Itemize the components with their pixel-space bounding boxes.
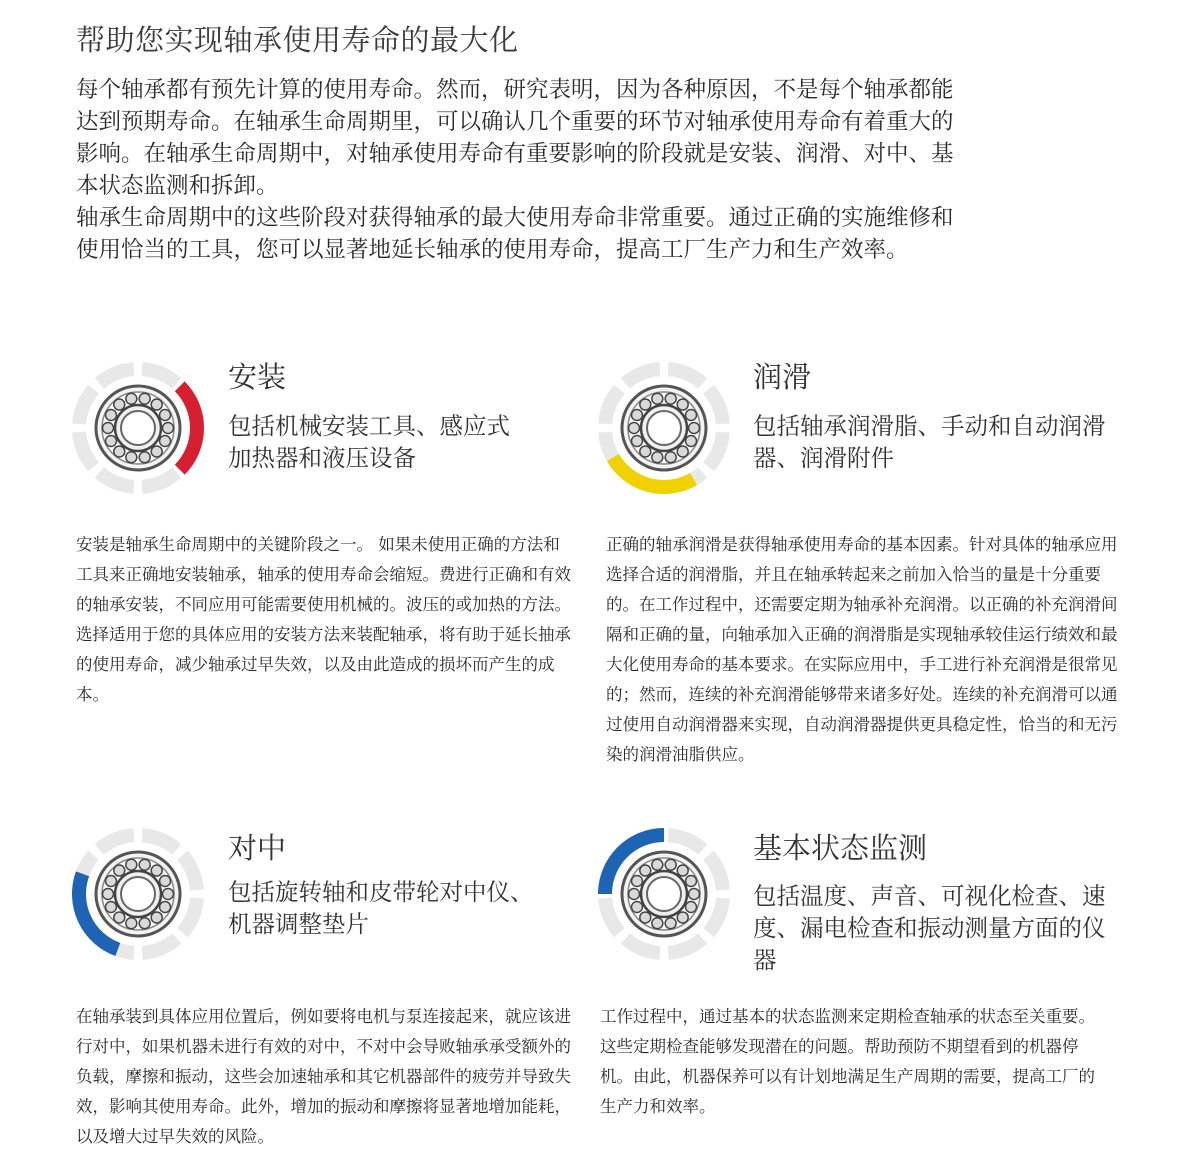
- section-title: 基本状态监测: [753, 831, 928, 865]
- section-title: 对中: [228, 831, 287, 865]
- bearing-icon: [596, 360, 732, 496]
- intro-text: [76, 74, 966, 266]
- section-subtitle: 包括机械安装工具、感应式加热器和液压设备: [228, 412, 510, 472]
- section-subtitle: 包括温度、声音、可视化检查、速度、漏电检查和振动测量方面的仪器: [753, 882, 1106, 974]
- section-body: 在轴承装到具体应用位置后，例如要将电机与泵连接起来，就应该进行对中，如果机器未进行有效的对中，不对中会导败轴承承受额外的负载，摩擦和振动，这些会加速轴承和其它机器部件的疲劳并导致失效，影响其使用寿命。此外，增加的振动和摩擦将显著地增加能耗，以及增大过早失效的风险。: [76, 1007, 571, 1146]
- section-subtitle: 包括旋转轴和皮带轮对中仪、机器调整垫片: [228, 878, 534, 938]
- bearing-icon: [70, 360, 206, 496]
- section-body: 正确的轴承润滑是获得轴承使用寿命的基本因素。针对具体的轴承应用选择合适的润滑脂，并且在轴承转起来之前加入恰当的量是十分重要的。在工作过程中，还需要定期为轴承补充润滑。以正确的补充润滑间隔和正确的量，向轴承加入正确的润滑脂是实现轴承较佳运行绩效和最大化使用寿命的基本要求。在实际应用中，手工进行补充润滑是很常见的；然而，连续的补充润滑能够带来诸多好处。连续的补充润滑可以通过使用自动润滑器来实现，自动润滑器提供更具稳定性，恰当的和无污染的润滑油脂供应。: [606, 535, 1118, 764]
- intro-paragraph: 轴承生命周期中的这些阶段对获得轴承的最大使用寿命非常重要。通过正确的实施维修和使用恰当的工具，您可以显著地延长轴承的使用寿命，提高工厂生产力和生产效率。: [76, 205, 954, 263]
- bearing-icon: [596, 826, 732, 962]
- bearing-icon: [70, 826, 206, 962]
- intro-paragraph: 每个轴承都有预先计算的使用寿命。然而，研究表明，因为各种原因，不是每个轴承都能达到预期寿命。在轴承生命周期里，可以确认几个重要的环节对轴承使用寿命有着重大的影响。在轴承生命周期中，对轴承使用寿命有重要影响的阶段就是安装、润滑、对中、基本状态监测和拆卸。: [76, 77, 954, 199]
- section-body: 安装是轴承生命周期中的关键阶段之一。 如果未使用正确的方法和工具来正确地安装轴承，轴承的使用寿命会缩短。费进行正确和有效的轴承安装，不同应用可能需要使用机械的。波压的或加热的方法。选择适用于您的具体应用的安装方法来装配轴承，将有助于延长抽承的使用寿命，减少轴承过早失效，以及由此造成的损坏而产生的成本。: [76, 535, 571, 704]
- section-subtitle: 包括轴承润滑脂、手动和自动润滑器、润滑附件: [753, 412, 1106, 472]
- section-title: 安装: [228, 360, 287, 394]
- section-body: 工作过程中，通过基本的状态监测来定期检查轴承的状态至关重要。这些定期检查能够发现潜在的问题。帮助预防不期望看到的机器停机。由此，机器保养可以有计划地满足生产周期的需要，提高工厂的生产力和效率。: [600, 1007, 1095, 1116]
- section-title: 润滑: [753, 360, 812, 394]
- page-title: 帮助您实现轴承使用寿命的最大化: [76, 23, 519, 57]
